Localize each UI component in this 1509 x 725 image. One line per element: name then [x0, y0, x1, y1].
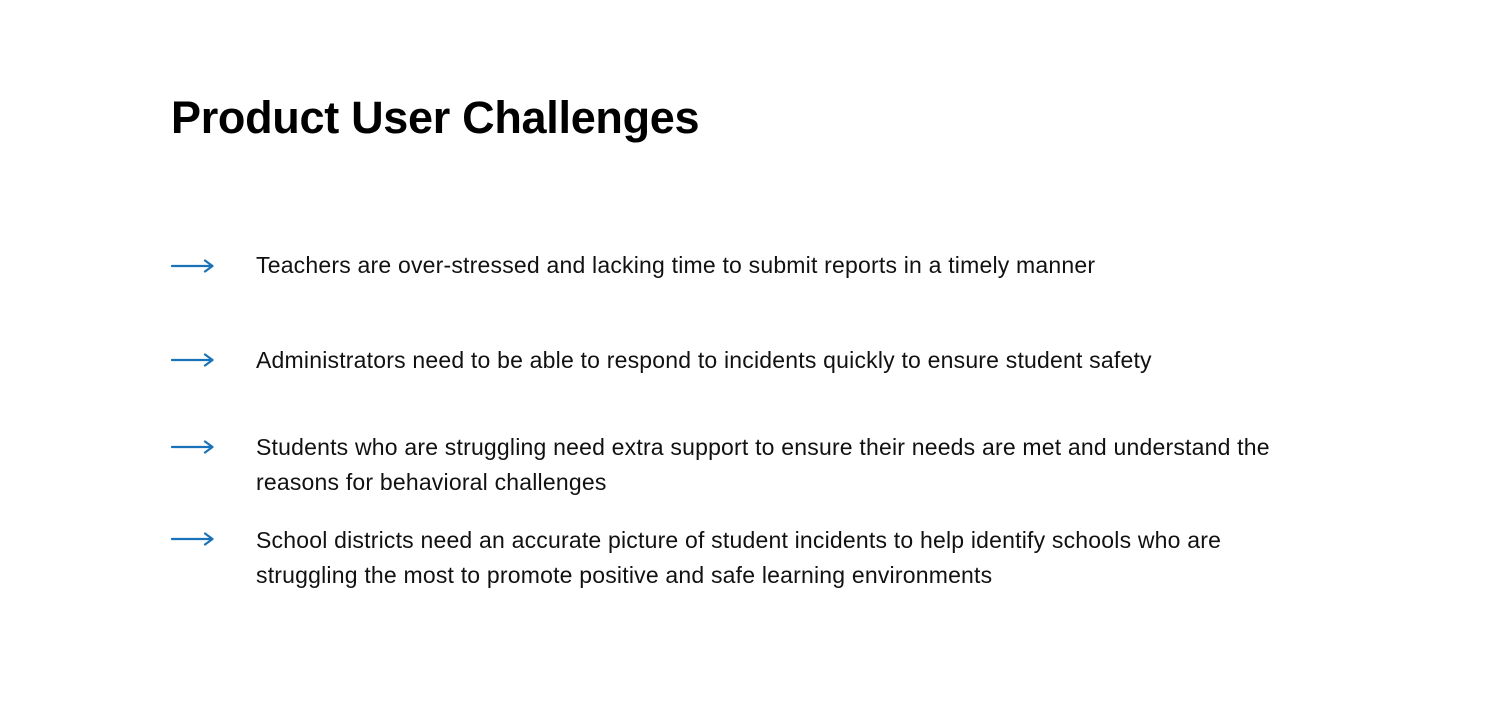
- list-item-text: School districts need an accurate picture of student incidents to help identify schools who are struggling the most to promote positive and safe learning environments: [256, 527, 1222, 588]
- page-title: Product User Challenges: [171, 92, 700, 143]
- list-item-text: Students who are struggling need extra support to ensure their needs are met and understand the reasons for behavioral challenges: [256, 434, 1270, 495]
- list-item-text: Administrators need to be able to respond to incidents quickly to ensure student safety: [256, 347, 1152, 373]
- arrow-right-icon: [171, 440, 215, 454]
- arrow-right-icon: [171, 353, 215, 367]
- arrow-right-icon: [171, 532, 215, 546]
- arrow-right-icon: [171, 259, 215, 273]
- list-item-text: Teachers are over-stressed and lacking time to submit reports in a timely manner: [256, 252, 1096, 278]
